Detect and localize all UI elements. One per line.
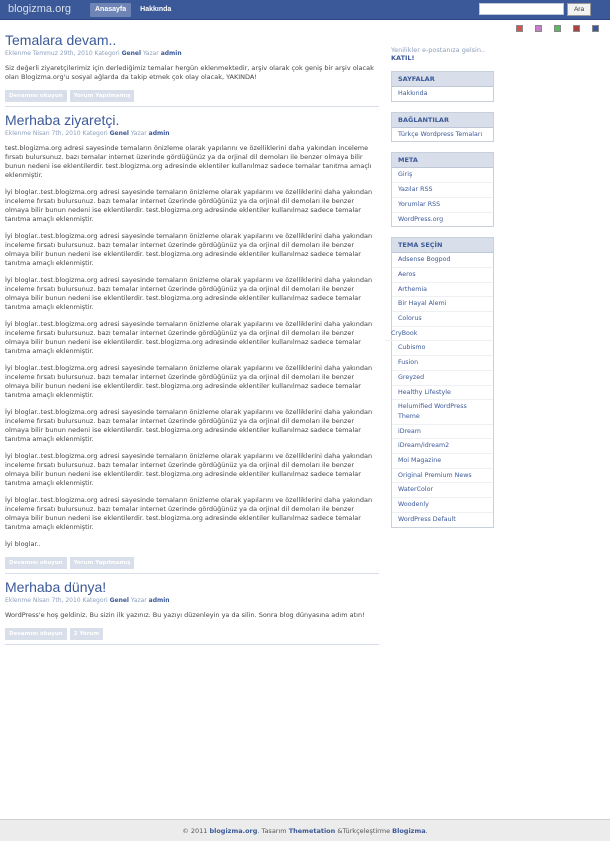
widget-link[interactable]: WordPress.org (398, 215, 444, 223)
post-meta (5, 129, 379, 138)
post-body (5, 144, 379, 549)
widget-pages (391, 71, 494, 102)
post-category-link[interactable]: Genel (121, 50, 142, 57)
theme-link[interactable]: iDream (392, 425, 493, 440)
post-meta (5, 49, 379, 58)
post-title[interactable]: Merhaba ziyaretçi. (5, 112, 120, 128)
footer-design-label: . Tasarım (257, 827, 287, 835)
post-actions (5, 557, 379, 569)
post-paragraph: İyi bloglar.. (5, 540, 41, 548)
post-paragraph: İyi bloglar..test.blogizma.org adresi sayesinde temaların önizleme olarak yapılarını ve özelliklerini daha yakından inceleme fırsatı bulursunuz. bazı temalar internet üzerinde gördüğünüz ya da orjinal dil demoları ile benzer olmaya bilir bunun nedeni ise eklentilerdir. test.blogizma.org adresinde eklentiler kullanılmaz sadece temalar tanıtma amaçlı eklenmiştir. (5, 320, 373, 355)
nav-about[interactable]: Hakkında (140, 6, 172, 13)
post (5, 31, 379, 107)
widget-link[interactable]: Hakkında (398, 90, 428, 97)
nav-home[interactable]: Anasayfa (90, 3, 131, 17)
theme-link[interactable]: Adsense Bogpod (392, 253, 493, 268)
post-list (5, 31, 379, 649)
post-paragraph: test.blogizma.org adresi sayesinde temaların önizleme olarak yapılarını ve özelliklerini daha yakından inceleme fırsatı bulursunuz. bazı temalar internet üzerinde gördüğünüz ya da orjinal dil demoları ile benzer olmaya bilir bunun nedeni ise eklentilerdir. test.blogizma.org adresinde eklentiler kullanılmaz sadece temalar tanıtma amaçlı eklenmiştir. (5, 144, 372, 179)
theme-link[interactable]: Greyzed (392, 371, 493, 386)
post-paragraph: İyi bloglar..test.blogizma.org adresi sayesinde temaların önizleme olarak yapılarını ve özelliklerini daha yakından inceleme fırsatı bulursunuz. bazı temalar internet üzerinde gördüğünüz ya da orjinal dil demoları ile benzer olmaya bilir bunun nedeni ise eklentilerdir. test.blogizma.org adresinde eklentiler kullanılmaz sadece temalar tanıtma amaçlı eklenmiştir. (5, 496, 373, 531)
post-paragraph: İyi bloglar..test.blogizma.org adresi sayesinde temaların önizleme olarak yapılarını ve özelliklerini daha yakından inceleme fırsatı bulursunuz. bazı temalar internet üzerinde gördüğünüz ya da orjinal dil demoları ile benzer olmaya bilir bunun nedeni ise eklentilerdir. test.blogizma.org adresinde eklentiler kullanılmaz sadece temalar tanıtma amaçlı eklenmiştir. (5, 364, 373, 399)
theme-link[interactable]: Arthemia (392, 283, 493, 298)
color-swatch-darkred[interactable] (573, 25, 580, 32)
theme-link[interactable]: Fusion (392, 356, 493, 371)
footer-translation-label: &Türkçeleştirme (337, 827, 391, 835)
post-category-link[interactable]: Genel (109, 130, 129, 137)
color-swatch-purple[interactable] (535, 25, 542, 32)
sidebar (391, 46, 494, 538)
post-paragraph: İyi bloglar..test.blogizma.org adresi sayesinde temaların önizleme olarak yapılarını ve özelliklerini daha yakından inceleme fırsatı bulursunuz. bazı temalar internet üzerinde gördüğünüz ya da orjinal dil demoları ile benzer olmaya bilir bunun nedeni ise eklentilerdir. test.blogizma.org adresinde eklentiler kullanılmaz sadece temalar tanıtma amaçlı eklenmiştir. (5, 276, 373, 311)
widget-meta (391, 152, 494, 227)
post-paragraph: WordPress'e hoş geldiniz. Bu sizin ilk yazınız. Bu yazıyı düzenleyin ya da silin. Sonra blog dünyasına adım atın! (5, 611, 365, 619)
search-input[interactable] (479, 3, 564, 15)
widget-link[interactable]: Türkçe Wordpress Temaları (398, 130, 483, 138)
widget-link[interactable]: Giriş (392, 168, 493, 183)
widget-title: TEMA SEÇİN (392, 238, 493, 253)
post-paragraph: Siz değerli ziyaretçilerimiz için derlediğimiz temalar hergün eklenmektedir, arşiv olarak çok geniş bir arşiv olacak olan Blogizma.org'u sosyal ağlarda da takip etmek çok olay olacak, YAKINDA! (5, 64, 374, 81)
post-paragraph: İyi bloglar..test.blogizma.org adresi sayesinde temaların önizleme olarak yapılarını ve özelliklerini daha yakından inceleme fırsatı bulursunuz. bazı temalar internet üzerinde gördüğünüz ya da orjinal dil demoları ile benzer olmaya bilir bunun nedeni ise eklentilerdir. test.blogizma.org adresinde eklentiler kullanılmaz sadece temalar tanıtma amaçlı eklenmiştir. (5, 452, 373, 487)
post (5, 578, 379, 645)
footer (0, 819, 610, 841)
newsletter-prompt (391, 46, 494, 62)
widget-links (391, 112, 494, 143)
post-date: Eklenme Nisan 7th, 2010 Kategori (5, 597, 108, 604)
top-navbar (0, 0, 610, 20)
post-paragraph: İyi bloglar..test.blogizma.org adresi sayesinde temaların önizleme olarak yapılarını ve özelliklerini daha yakından inceleme fırsatı bulursunuz. bazı temalar internet üzerinde gördüğünüz ya da orjinal dil demoları ile benzer olmaya bilir bunun nedeni ise eklentilerdir. test.blogizma.org adresinde eklentiler kullanılmaz sadece temalar tanıtma amaçlı eklenmiştir. (5, 188, 373, 223)
footer-translator-link[interactable]: Blogizma (392, 827, 426, 835)
post-body (5, 611, 379, 620)
footer-suffix: . (425, 827, 428, 835)
read-more-button[interactable]: Devamını okuyun (5, 628, 67, 640)
color-swatch-blue[interactable] (592, 25, 599, 32)
widget-title: SAYFALAR (392, 72, 493, 87)
theme-link[interactable]: Aeros (392, 268, 493, 283)
post-paragraph: İyi bloglar..test.blogizma.org adresi sayesinde temaların önizleme olarak yapılarını ve özelliklerini daha yakından inceleme fırsatı bulursunuz. bazı temalar internet üzerinde gördüğünüz ya da orjinal dil demoları ile benzer olmaya bilir bunun nedeni ise eklentilerdir. test.blogizma.org adresinde eklentiler kullanılmaz sadece temalar tanıtma amaçlı eklenmiştir. (5, 232, 373, 267)
theme-link[interactable]: iDream/idream2 (392, 439, 493, 454)
newsletter-text: Yenilikler e-postanıza gelsin.. (391, 46, 486, 54)
post-title[interactable]: Merhaba dünya! (5, 579, 107, 595)
footer-copyright: © 2011 (182, 827, 208, 835)
newsletter-join-link[interactable]: KATIL! (391, 54, 415, 62)
site-brand[interactable]: blogizma.org (8, 3, 71, 15)
post-author-label: Yazar (130, 597, 147, 604)
theme-link[interactable]: Colorus (392, 312, 493, 327)
post-actions (5, 628, 379, 640)
theme-link[interactable]: Helumified WordPress Theme (392, 400, 493, 424)
post (5, 111, 379, 574)
comments-button[interactable]: Yorum Yapılmamış (70, 90, 135, 102)
widget-title: BAĞLANTILAR (392, 113, 493, 128)
widget-link[interactable]: Yazılar RSS (392, 183, 493, 198)
theme-link[interactable]: Woodenly (392, 498, 493, 513)
comments-button[interactable]: Yorum Yapılmamış (70, 557, 135, 569)
read-more-button[interactable]: Devamını okuyun (5, 90, 67, 102)
theme-link[interactable]: CryBook (385, 327, 493, 342)
color-swatch-red[interactable] (516, 25, 523, 32)
read-more-button[interactable]: Devamını okuyun (5, 557, 67, 569)
theme-link[interactable]: Cubismo (392, 341, 493, 356)
theme-link[interactable]: Bir Hayal Alemi (392, 297, 493, 312)
post-author-link[interactable]: admin (148, 597, 170, 604)
theme-link[interactable]: WordPress Default (398, 515, 456, 523)
theme-color-swatches (516, 25, 599, 32)
theme-link[interactable]: WaterColor (392, 483, 493, 498)
post-actions (5, 90, 379, 102)
post-title[interactable]: Temalara devam.. (5, 32, 117, 48)
comments-button[interactable]: 2 Yorum (70, 628, 103, 640)
widget-link[interactable]: Yorumlar RSS (392, 198, 493, 213)
widget-title: META (392, 153, 493, 168)
post-author-link[interactable]: admin (160, 50, 182, 57)
main-nav (90, 3, 176, 17)
post-body (5, 64, 379, 82)
theme-link[interactable]: Moi Magazine (392, 454, 493, 469)
footer-designer-link[interactable]: Themetation (288, 827, 336, 835)
theme-link[interactable]: Healthy Lifestyle (392, 386, 493, 401)
post-author-label: Yazar (130, 130, 147, 137)
post-category-link[interactable]: Genel (109, 597, 129, 604)
search-button[interactable]: Ara (567, 3, 591, 16)
post-paragraph: İyi bloglar..test.blogizma.org adresi sayesinde temaların önizleme olarak yapılarını ve özelliklerini daha yakından inceleme fırsatı bulursunuz. bazı temalar internet üzerinde gördüğünüz ya da orjinal dil demoları ile benzer olmaya bilir bunun nedeni ise eklentilerdir. test.blogizma.org adresinde eklentiler kullanılmaz sadece temalar tanıtma amaçlı eklenmiştir. (5, 408, 373, 443)
widget-theme-selector (391, 237, 494, 527)
post-date: Eklenme Nisan 7th, 2010 Kategori (5, 130, 108, 137)
color-swatch-green[interactable] (554, 25, 561, 32)
post-author-link[interactable]: admin (148, 130, 170, 137)
footer-site-link[interactable]: blogizma.org (209, 827, 258, 835)
post-meta (5, 596, 379, 605)
theme-link[interactable]: Original Premium News (392, 469, 493, 484)
post-date: Eklenme Temmuz 29th, 2010 Kategori (5, 50, 120, 57)
post-author-label: Yazar (142, 50, 159, 57)
